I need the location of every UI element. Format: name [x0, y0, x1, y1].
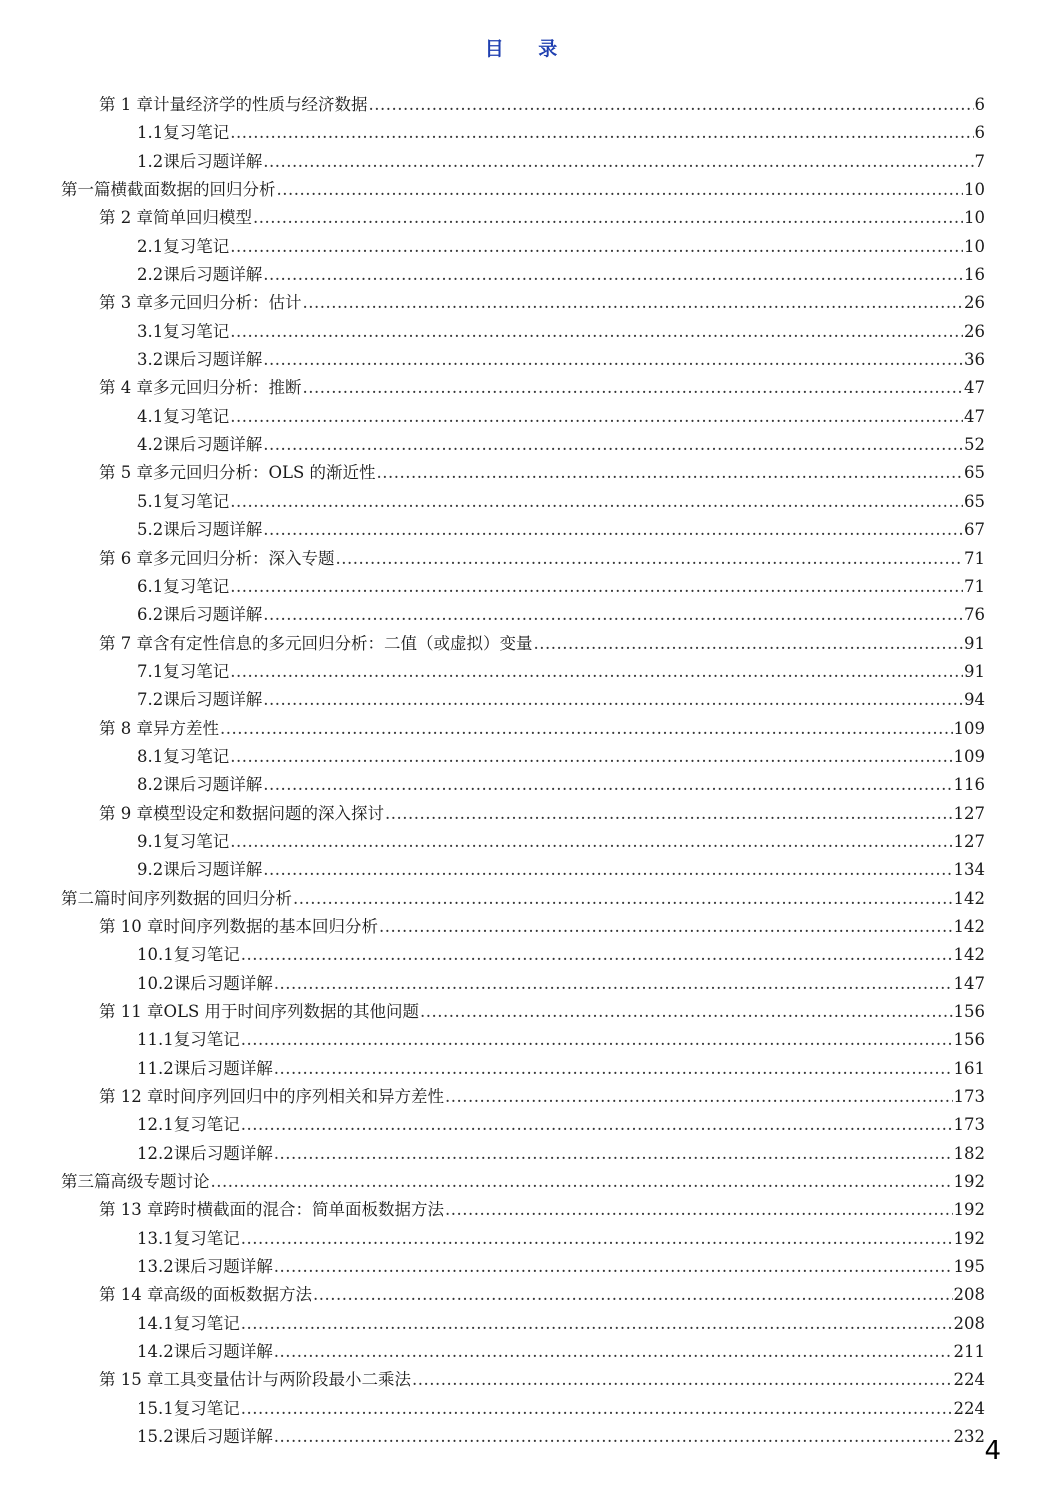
toc-entry-page: 26: [964, 293, 985, 313]
toc-entry-page: 65: [964, 491, 985, 511]
toc-entry-page: 6: [974, 123, 985, 143]
toc-entry-label: 工具变量估计与两阶段最小二乘法: [163, 1370, 411, 1390]
toc-entry-chap[interactable]: [0, 459, 985, 487]
toc-entry-number: 9.1: [137, 831, 164, 851]
toc-entry-label: 异方差性: [153, 718, 219, 738]
dot-leader: [303, 293, 964, 312]
toc-entry-label: 课后习题详解: [173, 1427, 273, 1447]
toc-entry-number: 8.2: [137, 775, 164, 795]
toc-entry-chap[interactable]: [0, 204, 985, 232]
toc-entry-number: 第 6 章: [99, 548, 153, 568]
toc-entry-number: 7.2: [137, 690, 164, 710]
toc-entry-label: 复习笔记: [163, 406, 230, 426]
toc-entry-page: 76: [964, 605, 985, 625]
toc-entry-label: 多元回归分析：估计: [153, 293, 302, 313]
dot-leader: [336, 549, 964, 568]
toc-entry-label: 课后习题详解: [163, 151, 263, 171]
dot-leader: [241, 1115, 953, 1134]
dot-leader: [263, 860, 952, 879]
toc-entry-sect[interactable]: [0, 1026, 985, 1054]
toc-entry-page: 109: [953, 718, 985, 738]
dot-leader: [230, 407, 963, 426]
toc-entry-label: 复习笔记: [173, 1228, 240, 1248]
toc-entry-page: 142: [953, 888, 985, 908]
toc-entry-sect[interactable]: [0, 1111, 985, 1139]
toc-entry-chap[interactable]: [0, 913, 985, 941]
toc-entry-chap[interactable]: [0, 374, 985, 402]
dot-leader: [263, 520, 963, 539]
toc-entry-number: 3.2: [137, 350, 164, 370]
toc-entry-number: 第 13 章: [99, 1200, 164, 1220]
dot-leader: [263, 350, 963, 369]
toc-entry-label: 简单回归模型: [153, 208, 252, 228]
dot-leader: [274, 1059, 953, 1078]
toc-entry-page: 47: [964, 378, 985, 398]
dot-leader: [241, 945, 953, 964]
toc-entry-page: 127: [953, 803, 985, 823]
dot-leader: [445, 1200, 953, 1219]
toc-entry-sect[interactable]: [0, 658, 985, 686]
toc-entry-label: 含有定性信息的多元回归分析：二值（或虚拟）变量: [153, 633, 533, 653]
toc-entry-label: 高级的面板数据方法: [163, 1285, 312, 1305]
toc-entry-chap[interactable]: [0, 1196, 985, 1224]
toc-entry-page: 91: [964, 633, 985, 653]
toc-entry-number: 第二篇: [61, 888, 111, 908]
toc-entry-number: 第 7 章: [99, 633, 153, 653]
toc-entry-page: 224: [953, 1370, 985, 1390]
dot-leader: [379, 917, 953, 936]
toc-entry-label: 课后习题详解: [173, 1257, 273, 1277]
toc-entry-sect[interactable]: [0, 743, 985, 771]
toc-entry-label: 时间序列回归中的序列相关和异方差性: [163, 1087, 444, 1107]
toc-entry-sect[interactable]: [0, 856, 985, 884]
dot-leader: [369, 95, 974, 114]
toc-entry-label: 课后习题详解: [163, 605, 263, 625]
toc-entry-label: OLS 用于时间序列数据的其他问题: [163, 1002, 420, 1021]
toc-entry-label: 复习笔记: [173, 1030, 240, 1050]
toc-entry-page: 182: [953, 1143, 985, 1163]
dot-leader: [241, 1314, 953, 1333]
toc-title: 目 录: [484, 38, 572, 60]
dot-leader: [263, 435, 963, 454]
dot-leader: [241, 1399, 953, 1418]
toc-entry-sect[interactable]: [0, 318, 985, 346]
dot-leader: [263, 152, 973, 171]
toc-entry-label: 复习笔记: [163, 491, 230, 511]
toc-entry-page: 52: [964, 435, 985, 455]
toc-entry-part[interactable]: [0, 1168, 985, 1196]
toc-entry-page: 10: [964, 180, 985, 200]
toc-entry-number: 第 15 章: [99, 1370, 164, 1390]
toc-entry-label: 复习笔记: [173, 1313, 240, 1333]
toc-entry-number: 第 14 章: [99, 1285, 164, 1305]
page-number: 4: [984, 1436, 1001, 1466]
toc-entry-page: 142: [953, 916, 985, 936]
toc-entry-label: 复习笔记: [163, 236, 230, 256]
toc-entry-chap[interactable]: [0, 1366, 985, 1394]
toc-entry-number: 9.2: [137, 860, 164, 880]
dot-leader: [274, 1342, 953, 1361]
toc-entry-page: 94: [964, 690, 985, 710]
toc-entry-number: 第 11 章: [99, 1002, 164, 1021]
toc-entry-page: 161: [953, 1058, 985, 1078]
toc-entry-page: 10: [964, 208, 985, 228]
toc-entry-number: 12.1: [137, 1115, 174, 1135]
toc-entry-chap[interactable]: [0, 715, 985, 743]
toc-entry-page: 7: [974, 151, 985, 171]
toc-entry-page: 91: [964, 661, 985, 681]
toc-entry-page: 36: [964, 350, 985, 370]
toc-entry-number: 1.2: [137, 151, 164, 171]
toc-entry-number: 4.1: [137, 406, 164, 426]
toc-entry-number: 6.1: [137, 576, 164, 596]
toc-entry-page: 208: [953, 1313, 985, 1333]
toc-entry-label: 课后习题详解: [173, 1342, 273, 1362]
toc-entry-page: 10: [964, 236, 985, 256]
dot-leader: [277, 180, 964, 199]
toc-entry-label: 多元回归分析：推断: [153, 378, 302, 398]
toc-entry-sect[interactable]: [0, 1225, 985, 1253]
toc-entry-page: 127: [953, 831, 985, 851]
toc-entry-number: 第 10 章: [99, 916, 164, 936]
toc-entry-number: 6.2: [137, 605, 164, 625]
toc-entry-label: 复习笔记: [163, 661, 230, 681]
dot-leader: [274, 1427, 953, 1446]
toc-entry-page: 71: [964, 576, 985, 596]
toc-entry-label: 复习笔记: [163, 321, 230, 341]
toc-entry-label: 复习笔记: [163, 831, 230, 851]
toc-entry-sect[interactable]: [0, 686, 985, 714]
toc-entry-page: 208: [953, 1285, 985, 1305]
toc-entry-number: 11.2: [137, 1058, 174, 1078]
toc-entry-page: 211: [953, 1342, 985, 1362]
toc-entry-number: 15.2: [137, 1427, 174, 1447]
dot-leader: [445, 1087, 953, 1106]
dot-leader: [230, 662, 963, 681]
toc-entry-sect[interactable]: [0, 1253, 985, 1281]
toc-entry-number: 15.1: [137, 1398, 174, 1418]
toc-entry-sect[interactable]: [0, 1140, 985, 1168]
toc-entry-sect[interactable]: [0, 119, 985, 147]
dot-leader: [230, 577, 963, 596]
dot-leader: [263, 690, 963, 709]
dot-leader: [263, 775, 952, 794]
toc-entry-number: 14.1: [137, 1313, 174, 1333]
toc-entry-page: 192: [953, 1200, 985, 1220]
toc-entry-number: 第 8 章: [99, 718, 153, 738]
toc-entry-number: 14.2: [137, 1342, 174, 1362]
toc-entry-label: 课后习题详解: [163, 435, 263, 455]
toc-entry-sect[interactable]: [0, 233, 985, 261]
toc-entry-label: 复习笔记: [173, 1398, 240, 1418]
toc-entry-page: 142: [953, 945, 985, 965]
toc-entry-chap[interactable]: [0, 1083, 985, 1111]
toc-entry-page: 192: [953, 1172, 985, 1192]
dot-leader: [241, 1030, 953, 1049]
toc-entry-page: 232: [953, 1427, 985, 1447]
toc-entry-page: 195: [953, 1257, 985, 1277]
toc-entry-number: 第 12 章: [99, 1087, 164, 1107]
toc-entry-number: 第 3 章: [99, 293, 153, 313]
toc-entry-label: 时间序列数据的基本回归分析: [163, 916, 378, 936]
toc-entry-number: 10.1: [137, 945, 174, 965]
toc-entry-number: 1.1: [137, 123, 164, 143]
toc-entry-page: 134: [953, 860, 985, 880]
toc-entry-number: 第一篇: [61, 180, 111, 200]
toc-entry-part[interactable]: [0, 176, 985, 204]
toc-entry-page: 192: [953, 1228, 985, 1248]
dot-leader: [263, 265, 963, 284]
toc-entry-part[interactable]: [0, 885, 985, 913]
toc-entry-sect[interactable]: [0, 1338, 985, 1366]
dot-leader: [230, 237, 963, 256]
toc-entry-number: 12.2: [137, 1143, 174, 1163]
dot-leader: [274, 1257, 953, 1276]
toc-entry-page: 116: [953, 775, 985, 795]
toc-entry-label: 课后习题详解: [163, 775, 263, 795]
toc-entry-number: 4.2: [137, 435, 164, 455]
toc-entry-page: 109: [953, 746, 985, 766]
toc-entry-sect[interactable]: [0, 488, 985, 516]
toc-entry-label: 课后习题详解: [173, 973, 273, 993]
toc-entry-page: 224: [953, 1398, 985, 1418]
toc-entry-number: 第 2 章: [99, 208, 153, 228]
toc-entry-label: 课后习题详解: [163, 860, 263, 880]
toc-entry-page: 156: [953, 1002, 985, 1021]
toc-entry-sect[interactable]: [0, 1395, 985, 1423]
dot-leader: [230, 747, 952, 766]
toc-entry-label: 时间序列数据的回归分析: [110, 888, 292, 908]
toc-entry-page: 26: [964, 321, 985, 341]
toc-entry-chap[interactable]: [0, 91, 985, 119]
toc-entry-label: 课后习题详解: [163, 350, 263, 370]
toc-entry-label: 高级专题讨论: [110, 1172, 210, 1192]
toc-entry-number: 2.1: [137, 236, 164, 256]
toc-entry-number: 2.2: [137, 265, 164, 285]
toc-entry-number: 第三篇: [61, 1172, 111, 1192]
toc-entry-label: 课后习题详解: [163, 265, 263, 285]
dot-leader: [263, 605, 963, 624]
toc-entry-chap[interactable]: [0, 630, 985, 658]
dot-leader: [420, 1002, 952, 1021]
toc-entry-number: 第 9 章: [99, 803, 153, 823]
dot-leader: [241, 1229, 953, 1248]
toc-entry-sect[interactable]: [0, 403, 985, 431]
dot-leader: [313, 1285, 953, 1304]
toc-entry-sect[interactable]: [0, 771, 985, 799]
toc-entry-page: 67: [964, 520, 985, 540]
toc-entry-page: 6: [974, 95, 985, 114]
dot-leader: [377, 463, 963, 482]
toc-entry-number: 7.1: [137, 661, 164, 681]
toc-entry-chap[interactable]: [0, 545, 985, 573]
toc-entry-sect[interactable]: [0, 828, 985, 856]
toc-entry-sect[interactable]: [0, 261, 985, 289]
table-of-contents: [0, 91, 1056, 1452]
toc-entry-page: 16: [964, 265, 985, 285]
dot-leader: [303, 378, 964, 397]
toc-entry-label: 课后习题详解: [173, 1143, 273, 1163]
toc-entry-sect[interactable]: [0, 431, 985, 459]
dot-leader: [274, 974, 953, 993]
toc-entry-number: 13.2: [137, 1257, 174, 1277]
toc-entry-page: 47: [964, 406, 985, 426]
dot-leader: [211, 1172, 953, 1191]
toc-entry-label: 跨时横截面的混合：简单面板数据方法: [163, 1200, 444, 1220]
toc-entry-sect[interactable]: [0, 1423, 985, 1451]
toc-entry-number: 3.1: [137, 321, 164, 341]
toc-entry-label: 模型设定和数据问题的深入探讨: [153, 803, 384, 823]
toc-entry-page: 71: [964, 548, 985, 568]
toc-entry-sect[interactable]: [0, 573, 985, 601]
dot-leader: [220, 719, 953, 738]
toc-entry-sect[interactable]: [0, 148, 985, 176]
dot-leader: [230, 322, 963, 341]
dot-leader: [274, 1144, 953, 1163]
toc-entry-chap[interactable]: [0, 998, 985, 1026]
toc-entry-page: 65: [964, 463, 985, 483]
toc-entry-label: 复习笔记: [163, 746, 230, 766]
toc-entry-number: 13.1: [137, 1228, 174, 1248]
toc-entry-page: 173: [953, 1087, 985, 1107]
toc-entry-number: 5.2: [137, 520, 164, 540]
toc-entry-number: 第 5 章: [99, 463, 153, 483]
toc-entry-sect[interactable]: [0, 601, 985, 629]
toc-entry-sect[interactable]: [0, 1310, 985, 1338]
dot-leader: [534, 634, 964, 653]
toc-entry-label: 横截面数据的回归分析: [110, 180, 276, 200]
toc-entry-sect[interactable]: [0, 516, 985, 544]
dot-leader: [230, 492, 963, 511]
toc-entry-label: 课后习题详解: [163, 520, 263, 540]
toc-entry-label: 多元回归分析：深入专题: [153, 548, 335, 568]
toc-entry-number: 第 4 章: [99, 378, 153, 398]
toc-entry-label: 复习笔记: [163, 576, 230, 596]
dot-leader: [230, 123, 973, 142]
toc-entry-number: 11.1: [137, 1030, 174, 1050]
toc-entry-number: 10.2: [137, 973, 174, 993]
toc-entry-label: 复习笔记: [173, 945, 240, 965]
toc-entry-sect[interactable]: [0, 346, 985, 374]
toc-entry-number: 第 1 章: [99, 95, 153, 114]
toc-entry-number: 5.1: [137, 491, 164, 511]
toc-entry-sect[interactable]: [0, 941, 985, 969]
toc-entry-page: 173: [953, 1115, 985, 1135]
toc-entry-label: 课后习题详解: [163, 690, 263, 710]
toc-entry-sect[interactable]: [0, 970, 985, 998]
toc-entry-label: 计量经济学的性质与经济数据: [153, 95, 368, 114]
dot-leader: [253, 208, 963, 227]
toc-entry-label: 复习笔记: [163, 123, 230, 143]
toc-entry-page: 156: [953, 1030, 985, 1050]
dot-leader: [412, 1370, 953, 1389]
dot-leader: [385, 804, 953, 823]
toc-entry-sect[interactable]: [0, 1055, 985, 1083]
dot-leader: [293, 889, 953, 908]
toc-entry-label: 课后习题详解: [173, 1058, 273, 1078]
toc-entry-number: 8.1: [137, 746, 164, 766]
dot-leader: [230, 832, 952, 851]
toc-entry-label: 多元回归分析：OLS 的渐近性: [153, 463, 376, 483]
toc-entry-chap[interactable]: [0, 800, 985, 828]
toc-entry-chap[interactable]: [0, 1281, 985, 1309]
toc-entry-page: 147: [953, 973, 985, 993]
toc-entry-label: 复习笔记: [173, 1115, 240, 1135]
toc-entry-chap[interactable]: [0, 289, 985, 317]
